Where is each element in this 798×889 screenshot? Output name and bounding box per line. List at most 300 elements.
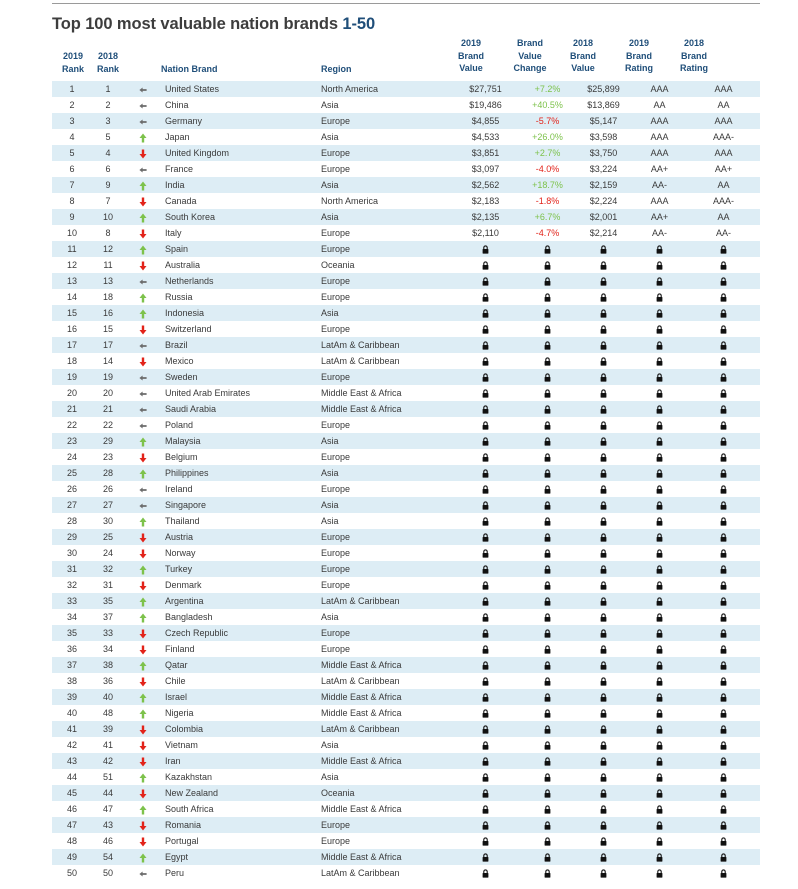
table-row — [52, 113, 760, 129]
header-line: 2019 — [460, 38, 482, 48]
brand-value-2019-cell — [451, 449, 520, 465]
lock-icon — [482, 404, 489, 414]
rank-2018-cell: 43 — [92, 817, 124, 833]
region-cell: Middle East & Africa — [321, 401, 451, 417]
arrow-left-icon — [139, 372, 147, 382]
brand-value-2018-cell — [575, 433, 632, 449]
lock-icon — [600, 612, 607, 622]
region-cell: Asia — [321, 612, 339, 622]
lock-icon — [720, 564, 727, 574]
lock-icon — [544, 276, 551, 286]
rank-2018-cell: 8 — [105, 228, 111, 238]
brand-value-change-cell — [520, 321, 575, 337]
rank-change-indicator — [124, 737, 161, 753]
rank-2019-cell: 38 — [66, 676, 77, 686]
lock-icon — [482, 276, 489, 286]
rank-2018-cell: 16 — [92, 305, 124, 321]
brand-value-2018-cell: $3,750 — [575, 145, 632, 161]
rank-2019-cell: 44 — [66, 772, 77, 782]
rank-2019-cell: 5 — [52, 145, 92, 161]
nation-brand-cell: Czech Republic — [161, 625, 321, 641]
brand-rating-2018-cell — [687, 321, 760, 337]
region-cell: Europe — [321, 561, 451, 577]
rank-2018-cell: 17 — [92, 337, 124, 353]
arrow-left-icon — [139, 500, 147, 510]
brand-value-2019-cell — [451, 625, 520, 641]
brand-rating-2018-cell — [687, 305, 760, 321]
nation-brand-cell: Australia — [165, 260, 201, 270]
brand-value-2019-cell — [451, 337, 520, 353]
region-cell: Europe — [321, 241, 451, 257]
brand-rating-2019-cell — [632, 273, 687, 289]
rank-2018-cell: 2 — [105, 100, 111, 110]
region-cell: Europe — [321, 369, 451, 385]
lock-icon — [656, 516, 663, 526]
lock-icon — [482, 628, 489, 638]
brand-value-2018-cell — [575, 817, 632, 833]
lock-icon — [720, 532, 727, 542]
nation-brand-cell: Philippines — [161, 465, 321, 481]
arrow-down-icon — [139, 196, 147, 206]
rank-2018-cell: 24 — [102, 548, 113, 558]
brand-value-2018-cell — [575, 753, 632, 769]
brand-value-2018-cell — [575, 241, 632, 257]
rank-2018-cell: 54 — [92, 849, 124, 865]
nation-brand-cell: Finland — [165, 644, 195, 654]
rank-change-indicator — [124, 689, 161, 705]
brand-value-2019-cell — [451, 321, 520, 337]
region-cell: Europe — [321, 452, 351, 462]
rank-2018-cell: 36 — [102, 676, 113, 686]
rank-change-indicator — [124, 465, 161, 481]
brand-value-2018-cell: $13,869 — [587, 100, 620, 110]
lock-icon — [656, 596, 663, 606]
lock-icon — [600, 516, 607, 526]
table-row — [52, 753, 760, 769]
brand-rating-2018-cell — [687, 641, 760, 657]
rank-2019-cell: 12 — [66, 260, 77, 270]
nation-brand-cell: South Africa — [165, 804, 214, 814]
region-cell: Middle East & Africa — [321, 804, 402, 814]
brand-value-2018-cell — [575, 801, 632, 817]
brand-value-change-cell: -4.7% — [535, 228, 560, 238]
header-2019-brand-rating — [617, 37, 661, 75]
brand-rating-2019-cell — [632, 673, 687, 689]
arrow-up-icon — [139, 852, 147, 862]
table-row — [52, 785, 760, 801]
region-cell: Asia — [321, 433, 451, 449]
brand-value-2018-cell — [575, 561, 632, 577]
nation-brand-cell: Poland — [165, 420, 194, 430]
rank-2019-cell: 50 — [66, 868, 77, 878]
brand-rating-2019-cell — [632, 385, 687, 401]
lock-icon — [720, 548, 727, 558]
rank-2018-cell: 51 — [102, 772, 113, 782]
region-cell: Europe — [321, 324, 351, 334]
rank-2019-cell: 1 — [52, 81, 92, 97]
nation-brand-cell: New Zealand — [161, 785, 321, 801]
table-row — [52, 321, 760, 337]
region-cell: LatAm & Caribbean — [321, 593, 451, 609]
brand-value-2019-cell — [451, 529, 520, 545]
rank-change-indicator — [124, 529, 161, 545]
lock-icon — [656, 820, 663, 830]
brand-value-2018-cell — [575, 465, 632, 481]
arrow-down-icon — [139, 228, 147, 238]
brand-value-2019-cell — [451, 369, 520, 385]
rank-2019-cell: 8 — [69, 196, 75, 206]
lock-icon — [482, 548, 489, 558]
brand-rating-2019-cell — [632, 433, 687, 449]
lock-icon — [544, 580, 551, 590]
brand-rating-2018-cell — [687, 481, 760, 497]
brand-value-2018-cell — [575, 497, 632, 513]
rank-change-indicator — [124, 801, 161, 817]
brand-value-2019-cell — [451, 705, 520, 721]
brand-value-2019-cell: $27,751 — [451, 81, 520, 97]
lock-icon — [544, 820, 551, 830]
header-nation-brand — [161, 63, 281, 76]
rank-2019-cell: 47 — [52, 817, 92, 833]
lock-icon — [482, 292, 489, 302]
brand-rating-2019-cell — [632, 609, 687, 625]
lock-icon — [600, 260, 607, 270]
lock-icon — [600, 452, 607, 462]
arrow-up-icon — [139, 804, 147, 814]
table-row — [52, 353, 760, 369]
region-cell: Asia — [321, 465, 451, 481]
rank-change-indicator — [124, 273, 161, 289]
rank-2019-cell: 19 — [52, 369, 92, 385]
lock-icon — [544, 788, 551, 798]
brand-value-2018-cell — [575, 545, 632, 561]
arrow-down-icon — [139, 724, 147, 734]
brand-rating-2019-cell: AA+ — [632, 209, 687, 225]
brand-rating-2019-cell — [632, 801, 687, 817]
lock-icon — [544, 868, 551, 878]
brand-value-2019-cell — [451, 289, 520, 305]
region-cell: Europe — [321, 145, 451, 161]
rank-2018-cell: 1 — [92, 81, 124, 97]
arrow-up-icon — [139, 468, 147, 478]
region-cell: Middle East & Africa — [321, 753, 451, 769]
region-cell: Europe — [321, 113, 451, 129]
brand-value-change-cell — [520, 337, 575, 353]
table-row — [52, 577, 760, 593]
brand-value-change-cell — [520, 737, 575, 753]
nation-brand-cell: Spain — [161, 241, 321, 257]
nation-brand-cell: Sweden — [161, 369, 321, 385]
lock-icon — [720, 436, 727, 446]
lock-icon — [544, 660, 551, 670]
arrow-down-icon — [139, 756, 147, 766]
brand-value-2019-cell — [451, 305, 520, 321]
brand-value-change-cell — [520, 817, 575, 833]
rank-change-indicator — [124, 865, 161, 881]
brand-value-2019-cell — [451, 513, 520, 529]
brand-value-2019-cell: $2,183 — [471, 196, 500, 206]
table-row — [52, 337, 760, 353]
nation-brand-cell: Netherlands — [161, 273, 321, 289]
rank-change-indicator — [124, 481, 161, 497]
nation-brand-cell: Iran — [161, 753, 321, 769]
lock-icon — [720, 628, 727, 638]
brand-rating-2018-cell — [687, 801, 760, 817]
rank-change-indicator — [124, 705, 161, 721]
table-row — [52, 385, 760, 401]
lock-icon — [656, 372, 663, 382]
table-row — [52, 465, 760, 481]
rank-2018-cell: 7 — [105, 196, 111, 206]
table-row — [52, 769, 760, 785]
lock-icon — [600, 404, 607, 414]
nation-brand-cell: Japan — [165, 132, 190, 142]
lock-icon — [600, 564, 607, 574]
rank-change-indicator — [124, 657, 161, 673]
rank-2019-cell: 21 — [52, 401, 92, 417]
lock-icon — [656, 708, 663, 718]
rank-2018-cell: 20 — [102, 388, 113, 398]
region-cell: Middle East & Africa — [321, 849, 451, 865]
rank-2019-cell: 29 — [52, 529, 92, 545]
lock-icon — [482, 852, 489, 862]
lock-icon — [656, 324, 663, 334]
brand-rating-2018-cell — [687, 497, 760, 513]
brand-rating-2018-cell — [687, 513, 760, 529]
rank-2018-cell: 46 — [102, 836, 113, 846]
header-line: Nation Brand — [161, 64, 218, 74]
region-cell: Asia — [321, 132, 339, 142]
brand-value-2018-cell — [575, 641, 632, 657]
brand-rating-2019-cell — [632, 529, 687, 545]
lock-icon — [720, 804, 727, 814]
rank-change-indicator — [124, 785, 161, 801]
nation-brand-cell: Ireland — [165, 484, 193, 494]
region-cell: North America — [321, 81, 451, 97]
brand-value-2019-cell — [451, 865, 520, 881]
arrow-down-icon — [139, 676, 147, 686]
lock-icon — [544, 644, 551, 654]
rank-change-indicator — [124, 97, 161, 113]
region-cell: Europe — [321, 548, 351, 558]
lock-icon — [656, 836, 663, 846]
rank-2018-cell: 32 — [92, 561, 124, 577]
lock-icon — [482, 532, 489, 542]
table-row — [52, 545, 760, 561]
lock-icon — [600, 660, 607, 670]
region-cell: Asia — [321, 516, 339, 526]
lock-icon — [600, 644, 607, 654]
header-2018-brand-value — [561, 37, 605, 75]
arrow-up-icon — [139, 772, 147, 782]
brand-value-2019-cell — [451, 577, 520, 593]
brand-rating-2019-cell: AA+ — [650, 164, 669, 174]
nation-brand-cell: Brazil — [161, 337, 321, 353]
rank-2019-cell: 35 — [52, 625, 92, 641]
brand-rating-2019-cell — [632, 721, 687, 737]
header-2019-brand-value — [449, 37, 493, 75]
lock-icon — [482, 804, 489, 814]
brand-value-2018-cell — [575, 737, 632, 753]
brand-rating-2019-cell: AA- — [651, 228, 667, 238]
table-row — [52, 257, 760, 273]
lock-icon — [720, 388, 727, 398]
brand-value-2019-cell: $3,097 — [471, 164, 500, 174]
lock-icon — [544, 372, 551, 382]
lock-icon — [656, 484, 663, 494]
rank-2019-cell: 45 — [52, 785, 92, 801]
nation-brand-cell: Bangladesh — [165, 612, 213, 622]
lock-icon — [544, 324, 551, 334]
brand-value-2018-cell — [575, 625, 632, 641]
brand-value-change-cell — [520, 513, 575, 529]
brand-rating-2019-cell — [632, 369, 687, 385]
table-body — [52, 81, 760, 881]
rank-2019-cell: 41 — [52, 721, 92, 737]
lock-icon — [482, 516, 489, 526]
lock-icon — [544, 804, 551, 814]
lock-icon — [544, 740, 551, 750]
brand-value-2019-cell — [451, 801, 520, 817]
lock-icon — [600, 804, 607, 814]
region-cell: LatAm & Caribbean — [321, 356, 400, 366]
lock-icon — [544, 308, 551, 318]
rank-2018-cell: 39 — [92, 721, 124, 737]
lock-icon — [544, 692, 551, 702]
brand-value-change-cell — [520, 561, 575, 577]
lock-icon — [482, 260, 489, 270]
brand-rating-2018-cell — [687, 609, 760, 625]
brand-rating-2019-cell: AAA — [632, 145, 687, 161]
lock-icon — [482, 868, 489, 878]
brand-value-change-cell — [520, 689, 575, 705]
lock-icon — [656, 724, 663, 734]
rank-change-indicator — [124, 833, 161, 849]
lock-icon — [544, 756, 551, 766]
lock-icon — [720, 612, 727, 622]
brand-rating-2018-cell — [687, 401, 760, 417]
lock-icon — [600, 628, 607, 638]
brand-value-2018-cell — [575, 449, 632, 465]
region-cell: Middle East & Africa — [321, 657, 451, 673]
brand-rating-2019-cell — [632, 545, 687, 561]
rank-2019-cell: 40 — [66, 708, 77, 718]
region-cell: Europe — [321, 228, 351, 238]
lock-icon — [544, 420, 551, 430]
region-cell: Europe — [321, 580, 351, 590]
brand-value-change-cell: +7.2% — [520, 81, 575, 97]
lock-icon — [544, 548, 551, 558]
region-cell: Middle East & Africa — [321, 388, 402, 398]
brand-rating-2019-cell — [632, 833, 687, 849]
lock-icon — [544, 388, 551, 398]
brand-value-change-cell: +18.7% — [520, 177, 575, 193]
arrow-left-icon — [139, 84, 147, 94]
rank-change-indicator — [124, 257, 161, 273]
lock-icon — [600, 676, 607, 686]
brand-rating-2019-cell — [632, 625, 687, 641]
lock-icon — [600, 772, 607, 782]
lock-icon — [482, 500, 489, 510]
brand-rating-2018-cell — [687, 769, 760, 785]
brand-value-change-cell: +26.0% — [532, 132, 563, 142]
brand-rating-2019-cell — [632, 689, 687, 705]
lock-icon — [720, 692, 727, 702]
header-line: Brand — [625, 50, 652, 61]
region-cell: Europe — [321, 420, 351, 430]
brand-value-change-cell — [520, 849, 575, 865]
rank-2018-cell: 9 — [92, 177, 124, 193]
brand-value-2019-cell: $19,486 — [469, 100, 502, 110]
brand-value-2018-cell — [575, 401, 632, 417]
brand-rating-2018-cell — [687, 737, 760, 753]
header-line: Value — [518, 50, 542, 61]
rank-change-indicator — [124, 209, 161, 225]
rank-change-indicator — [124, 321, 161, 337]
rank-change-indicator — [124, 337, 161, 353]
rank-2019-cell: 16 — [66, 324, 77, 334]
lock-icon — [482, 596, 489, 606]
nation-brand-cell: Italy — [165, 228, 182, 238]
brand-value-2019-cell — [451, 609, 520, 625]
header-line: Brand — [457, 50, 484, 61]
lock-icon — [544, 676, 551, 686]
lock-icon — [656, 788, 663, 798]
lock-icon — [482, 436, 489, 446]
lock-icon — [600, 436, 607, 446]
header-line: Brand — [680, 50, 707, 61]
rank-2019-cell: 46 — [66, 804, 77, 814]
brand-value-2018-cell — [575, 785, 632, 801]
lock-icon — [544, 532, 551, 542]
brand-rating-2018-cell — [687, 577, 760, 593]
brand-rating-2018-cell: AAA- — [712, 196, 734, 206]
brand-value-2018-cell — [575, 657, 632, 673]
lock-icon — [544, 292, 551, 302]
nation-brand-cell: Chile — [165, 676, 186, 686]
lock-icon — [482, 676, 489, 686]
rank-change-indicator — [124, 177, 161, 193]
rank-2019-cell: 31 — [52, 561, 92, 577]
title-range: 1-50 — [342, 15, 376, 33]
lock-icon — [544, 564, 551, 574]
brand-value-2019-cell — [451, 257, 520, 273]
lock-icon — [544, 612, 551, 622]
region-cell: Europe — [321, 273, 451, 289]
lock-icon — [482, 788, 489, 798]
lock-icon — [720, 644, 727, 654]
brand-value-2019-cell — [451, 433, 520, 449]
rank-2019-cell: 42 — [66, 740, 77, 750]
lock-icon — [720, 676, 727, 686]
region-cell: Oceania — [321, 785, 451, 801]
brand-rating-2019-cell — [632, 337, 687, 353]
rank-2018-cell: 4 — [92, 145, 124, 161]
brand-rating-2019-cell — [632, 769, 687, 785]
lock-icon — [482, 708, 489, 718]
lock-icon — [656, 804, 663, 814]
rank-change-indicator — [124, 145, 161, 161]
brand-value-change-cell: +6.7% — [520, 209, 575, 225]
brand-value-change-cell — [520, 305, 575, 321]
lock-icon — [720, 772, 727, 782]
lock-icon — [720, 340, 727, 350]
brand-value-2018-cell — [575, 833, 632, 849]
lock-icon — [720, 452, 727, 462]
nation-brand-cell: Canada — [165, 196, 197, 206]
table-row — [52, 593, 760, 609]
lock-icon — [656, 548, 663, 558]
